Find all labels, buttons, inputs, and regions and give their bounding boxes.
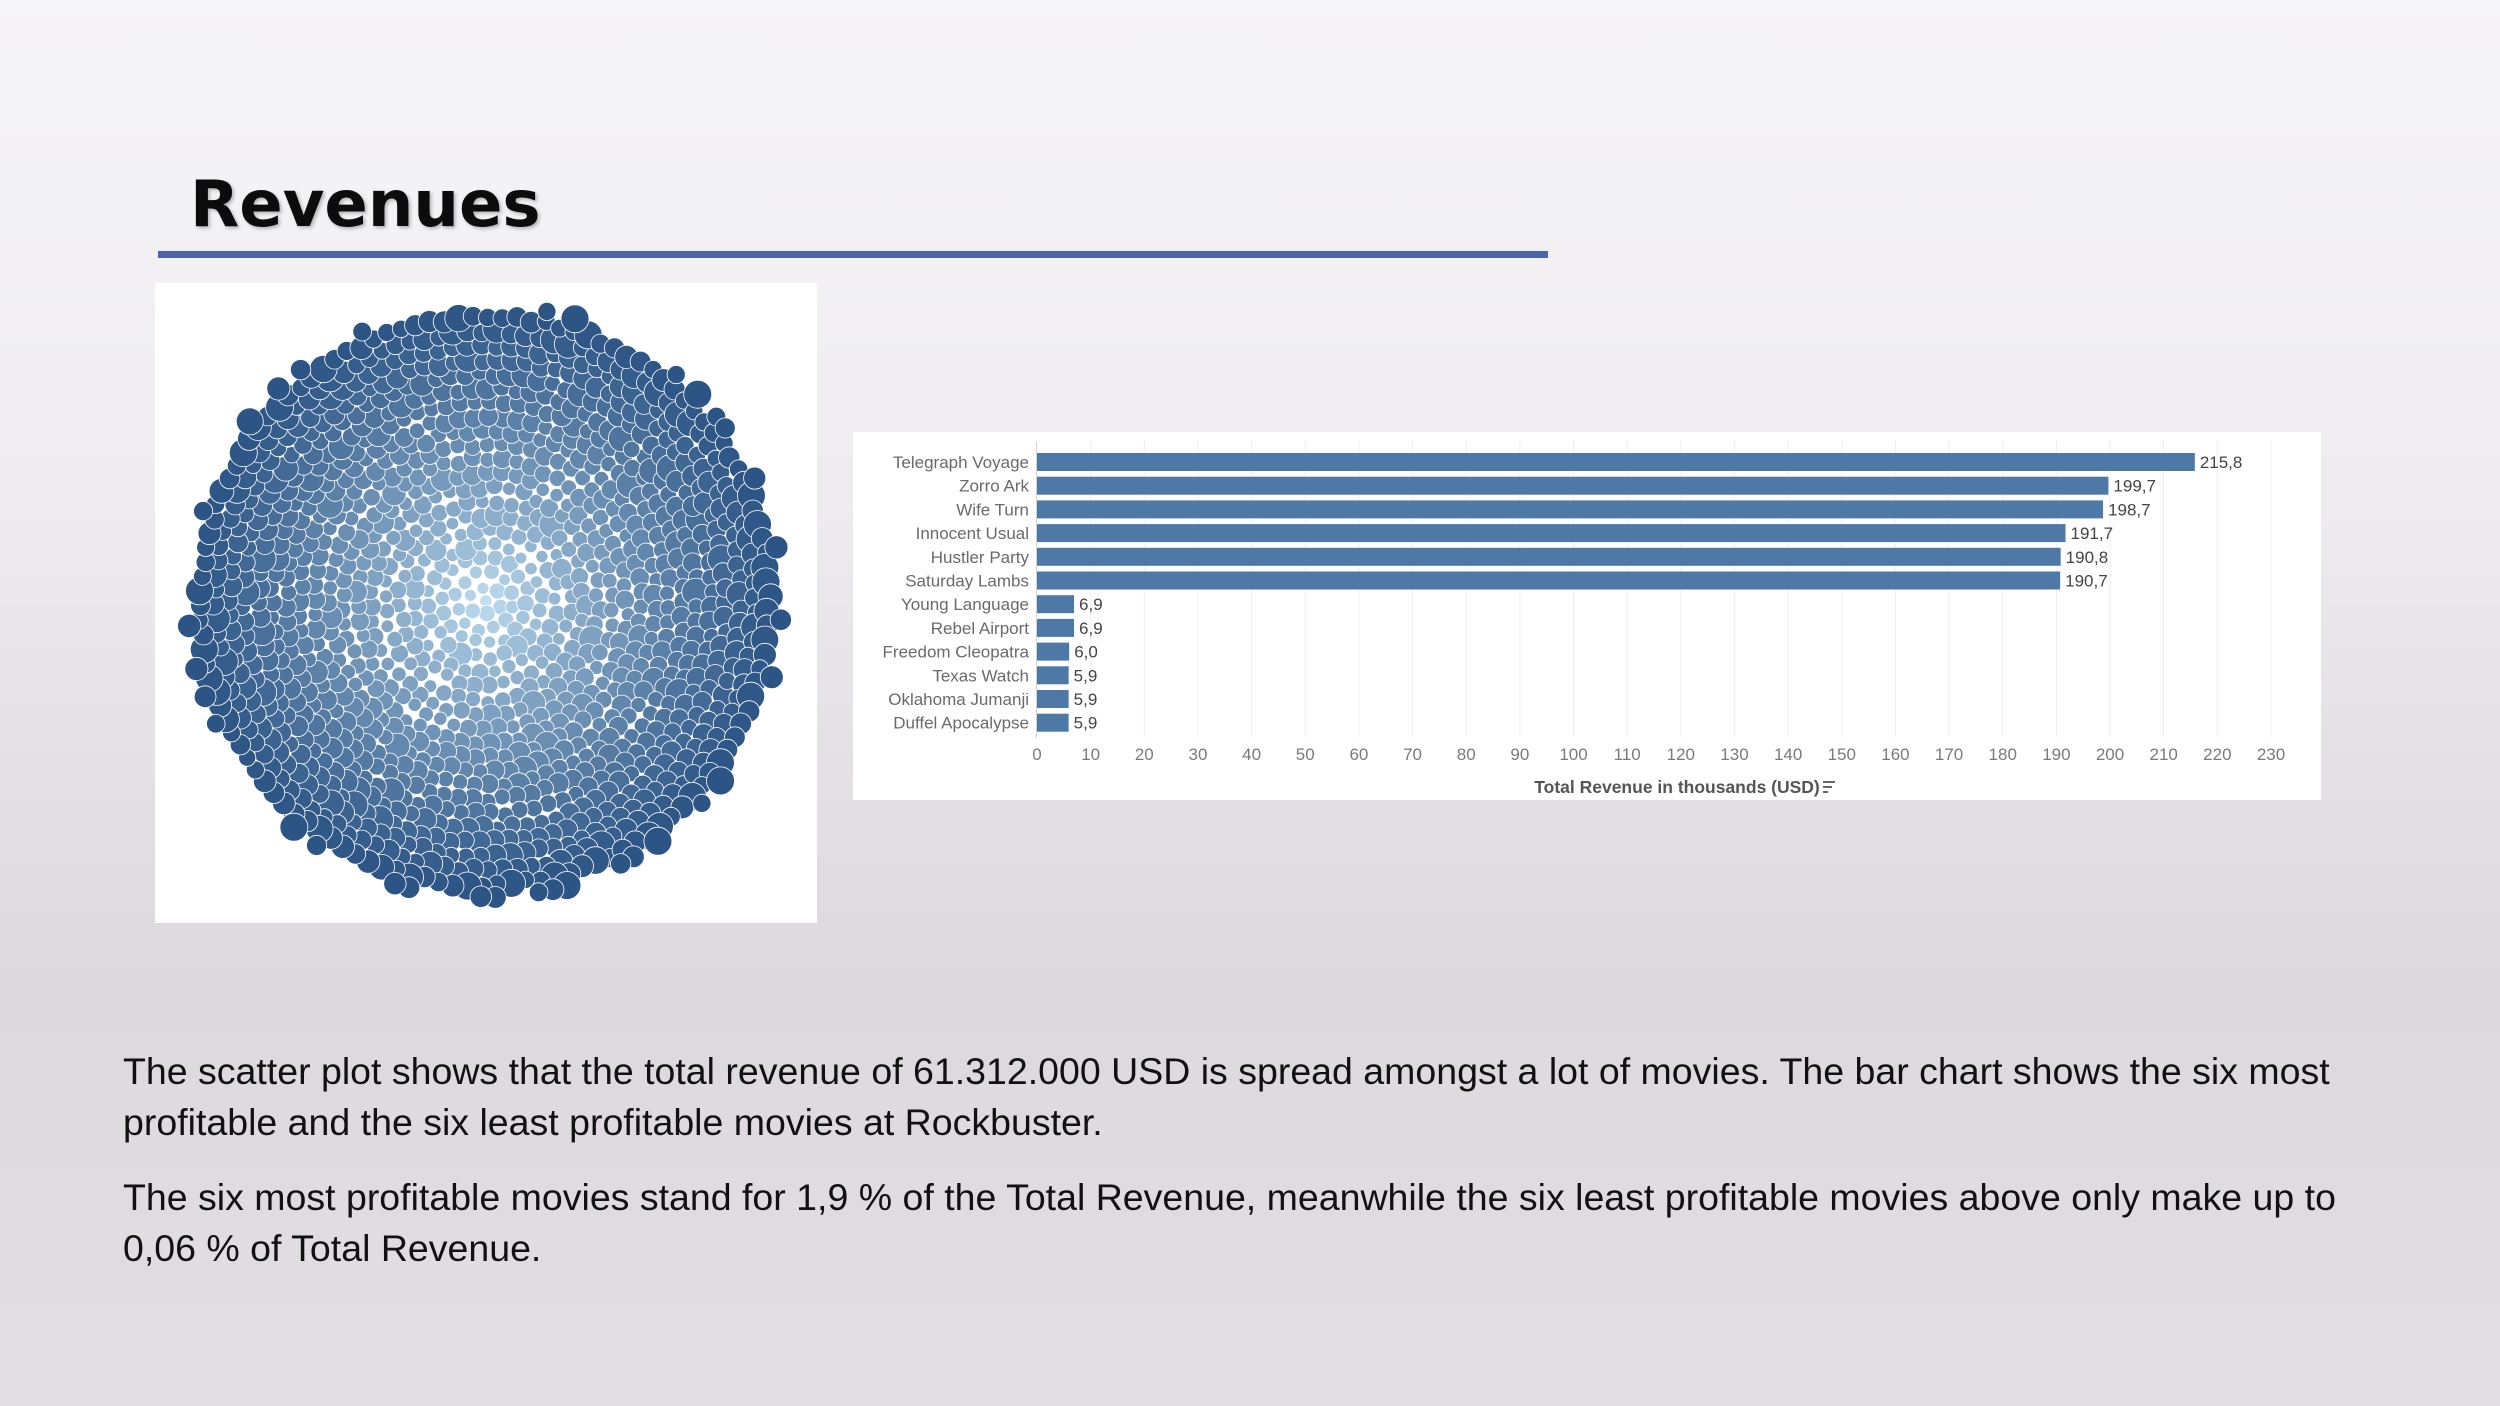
movie-bubble	[548, 592, 561, 605]
movie-bubble	[380, 604, 395, 619]
movie-bubble	[504, 585, 520, 601]
category-label: Wife Turn	[956, 500, 1029, 520]
movie-bubble	[715, 418, 735, 438]
movie-bubble	[337, 587, 353, 603]
x-tick-label: 0	[1032, 745, 1042, 764]
movie-bubble	[536, 483, 549, 496]
movie-bubble	[693, 794, 711, 812]
x-tick-label: 110	[1613, 745, 1641, 764]
value-label: 190,7	[2065, 571, 2108, 591]
movie-bubble	[538, 302, 556, 320]
movie-bubble	[404, 657, 418, 671]
movie-bubble	[479, 605, 495, 621]
movie-bubble	[438, 771, 454, 787]
value-label: 6,9	[1079, 618, 1103, 638]
movie-bubble	[338, 524, 356, 542]
category-label: Oklahoma Jumanji	[888, 690, 1029, 709]
x-tick-label: 180	[1988, 745, 2017, 764]
description-paragraph-2: The six most profitable movies stand for 1,9 % of the Total Revenue, meanwhile the six least profitable movies above only make up to 0,06 % of Total Revenue.	[123, 1176, 2336, 1269]
movie-bubble	[765, 536, 788, 559]
bar-chart	[853, 432, 2321, 800]
movie-bubble	[380, 590, 393, 603]
movie-bubble	[465, 603, 481, 619]
bubble-chart	[155, 283, 817, 923]
movie-bubble	[409, 524, 422, 537]
movie-bubble	[645, 616, 662, 633]
movie-bubble	[602, 573, 617, 588]
x-tick-label: 150	[1827, 745, 1856, 764]
movie-bubble	[506, 720, 520, 734]
x-tick-label: 20	[1134, 745, 1154, 764]
bar	[1037, 548, 2061, 566]
value-label: 191,7	[2070, 524, 2114, 544]
x-tick-label: 140	[1773, 745, 1803, 764]
category-label: Hustler Party	[930, 547, 1029, 567]
movie-bubble	[536, 550, 548, 562]
value-label: 190,8	[2065, 547, 2109, 567]
movie-bubble	[770, 609, 791, 630]
x-tick-label: 200	[2095, 745, 2125, 764]
x-tick-label: 60	[1349, 745, 1369, 764]
movie-bubble	[592, 644, 609, 661]
bar	[1037, 619, 1074, 637]
movie-bubble	[667, 366, 685, 384]
movie-bubble	[435, 591, 449, 605]
movie-bubble	[503, 543, 516, 556]
value-label: 215,8	[2199, 453, 2243, 472]
category-label: Zorro Ark	[959, 476, 1029, 496]
movie-bubble	[470, 886, 492, 908]
x-tick-label: 30	[1188, 745, 1208, 764]
movie-bubble	[532, 603, 547, 618]
value-label: 5,9	[1073, 666, 1098, 686]
movie-bubble	[421, 598, 437, 614]
movie-bubble	[381, 657, 394, 670]
movie-bubble	[295, 579, 312, 596]
description-paragraph-1: The scatter plot shows that the total revenue of 61.312.000 USD is spread amongst a lot of movies. The bar chart shows the six most profitable and the six least profitable movies at Rockbuster.	[123, 1050, 2330, 1143]
category-label: Saturday Lambs	[905, 571, 1029, 591]
movie-bubble	[448, 587, 462, 601]
movie-bubble	[760, 666, 783, 689]
movie-bubble	[396, 611, 412, 627]
x-tick-label: 50	[1295, 745, 1315, 764]
bar	[1037, 666, 1069, 684]
movie-bubble	[529, 883, 548, 902]
movie-bubble	[530, 576, 542, 588]
value-label: 5,9	[1073, 713, 1098, 733]
movie-bubble	[489, 495, 505, 511]
x-tick-label: 230	[2256, 745, 2286, 764]
title-underline	[158, 251, 1548, 258]
movie-bubble	[487, 620, 500, 633]
movie-bubble	[483, 652, 497, 666]
x-tick-label: 40	[1242, 745, 1262, 764]
movie-bubble	[323, 581, 337, 595]
x-tick-label: 220	[2203, 745, 2232, 764]
movie-bubble	[744, 467, 766, 489]
category-label: Texas Watch	[932, 666, 1029, 686]
movie-bubble	[307, 835, 327, 855]
movie-bubble	[707, 767, 735, 795]
movie-bubble	[365, 657, 380, 672]
x-tick-label: 190	[2042, 745, 2071, 764]
movie-bubble	[615, 590, 634, 609]
movie-bubble	[280, 813, 308, 841]
bar	[1037, 524, 2066, 542]
movie-bubble	[489, 665, 501, 677]
x-tick-label: 160	[1881, 745, 1910, 764]
movie-bubble	[611, 854, 631, 874]
movie-bubble	[353, 322, 372, 341]
x-tick-label: 70	[1403, 745, 1423, 764]
bar	[1037, 477, 2108, 495]
category-label: Innocent Usual	[915, 524, 1029, 544]
bubble-chart-panel	[155, 283, 817, 923]
movie-bubble	[178, 614, 201, 637]
category-label: Duffel Apocalypse	[893, 713, 1029, 733]
value-label: 199,7	[2113, 476, 2156, 496]
bar	[1037, 500, 2103, 518]
movie-bubble	[469, 633, 482, 646]
bar	[1037, 714, 1069, 732]
movie-bubble	[185, 657, 208, 680]
movie-bubble	[644, 827, 672, 855]
x-tick-label: 130	[1720, 745, 1749, 764]
category-label: Freedom Cleopatra	[882, 642, 1029, 662]
movie-bubble	[398, 569, 412, 583]
slide-title: Revenues	[190, 168, 541, 242]
movie-bubble	[515, 552, 527, 564]
movie-bubble	[585, 559, 599, 573]
movie-bubble	[441, 668, 454, 681]
movie-bubble	[660, 586, 675, 601]
movie-bubble	[434, 712, 447, 725]
x-tick-label: 80	[1456, 745, 1476, 764]
movie-bubble	[496, 645, 512, 661]
movie-bubble	[494, 789, 510, 805]
bar	[1037, 595, 1074, 613]
value-label: 198,7	[2108, 500, 2151, 520]
movie-bubble	[281, 585, 297, 601]
movie-bubble	[452, 603, 465, 616]
movie-bubble	[207, 714, 226, 733]
movie-bubble	[458, 576, 472, 590]
value-label: 6,0	[1074, 642, 1098, 662]
x-tick-label: 100	[1559, 745, 1588, 764]
x-tick-label: 170	[1934, 745, 1964, 764]
movie-bubble	[459, 617, 471, 629]
movie-bubble	[484, 636, 496, 648]
movie-bubble	[387, 631, 403, 647]
x-axis-title: Total Revenue in thousands (USD)	[1534, 777, 1820, 797]
movie-bubble	[469, 566, 482, 579]
value-label: 5,9	[1073, 690, 1098, 709]
movie-bubble	[446, 517, 459, 530]
bar	[1037, 690, 1069, 708]
movie-bubble	[290, 360, 310, 380]
x-tick-label: 10	[1081, 745, 1101, 764]
movie-bubble	[453, 702, 470, 719]
movie-bubble	[497, 675, 511, 689]
movie-bubble	[435, 441, 452, 458]
bar	[1037, 453, 2195, 471]
movie-bubble	[561, 305, 589, 333]
movie-bubble	[452, 774, 467, 789]
movie-bubble	[477, 582, 489, 594]
category-label: Telegraph Voyage	[892, 453, 1029, 472]
bar-chart-panel	[853, 432, 2321, 800]
movie-bubble	[384, 872, 406, 894]
category-label: Young Language	[901, 595, 1029, 615]
movie-bubble	[684, 380, 712, 408]
movie-bubble	[267, 377, 290, 400]
movie-bubble	[504, 498, 519, 513]
sort-icon[interactable]	[1823, 782, 1835, 792]
movie-bubble	[454, 528, 467, 541]
bar	[1037, 643, 1069, 661]
x-tick-label: 90	[1510, 745, 1530, 764]
movie-bubble	[455, 630, 468, 643]
movie-bubble	[194, 502, 213, 521]
movie-bubble	[431, 504, 448, 521]
movie-bubble	[517, 595, 534, 612]
bar	[1037, 572, 2060, 590]
movie-bubble	[236, 408, 263, 435]
movie-bubble	[381, 620, 394, 633]
x-tick-label: 120	[1666, 745, 1696, 764]
category-label: Rebel Airport	[930, 618, 1029, 638]
movie-bubble	[515, 654, 528, 667]
movie-bubble	[499, 574, 511, 586]
movie-bubble	[194, 686, 216, 708]
movie-bubble	[535, 588, 551, 604]
x-tick-label: 210	[2149, 745, 2178, 764]
movie-bubble	[525, 562, 537, 574]
movie-bubble	[464, 589, 476, 601]
value-label: 6,9	[1079, 595, 1103, 615]
